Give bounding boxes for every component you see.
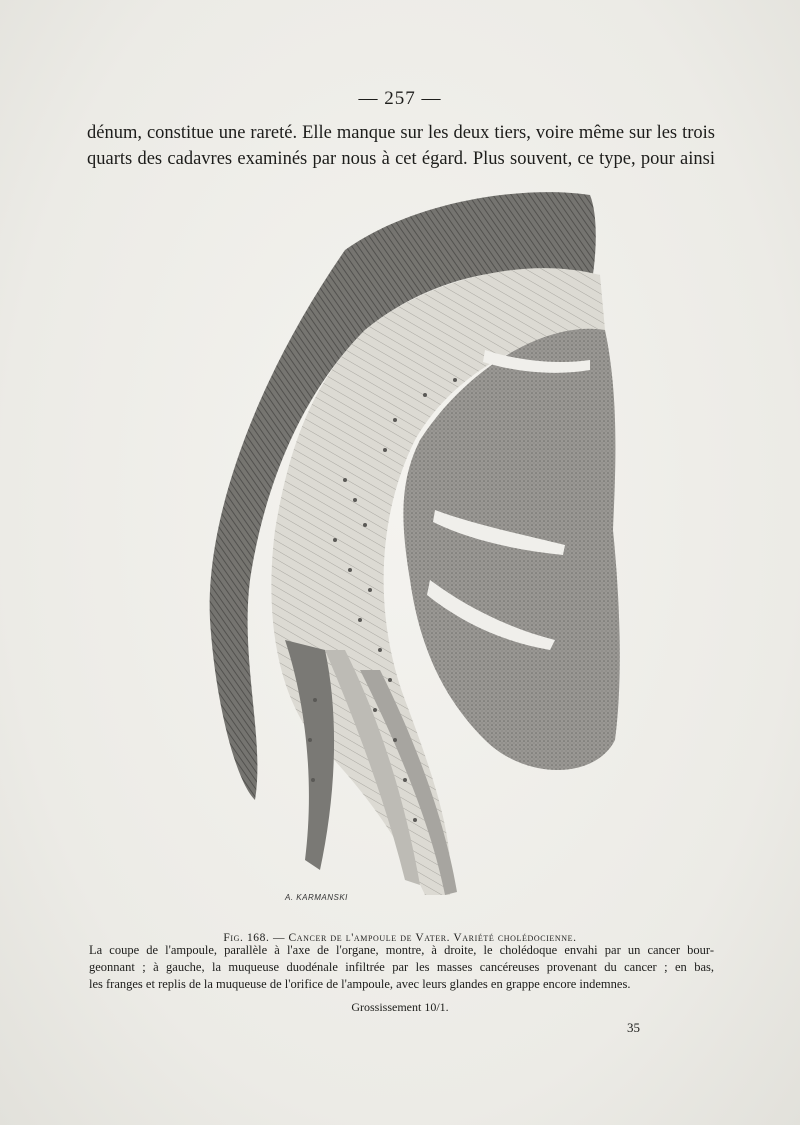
- caption-line-3: les franges et replis de la muqueuse de l'orifice de l'ampoule, avec leurs glandes en grappe encore indemnes.: [89, 977, 631, 991]
- figure-caption-text: [89, 942, 714, 993]
- ampulla-section-drawing: [195, 180, 625, 910]
- figure-caption-title: Fig. 168. — Cancer de l'ampoule de Vater. Variété cholédocienne.: [223, 932, 577, 944]
- caption-line-1: La coupe de l'ampoule, parallèle à l'axe de l'organe, montre, à droite, le cholédoque envahi par un cancer bour-: [89, 943, 714, 957]
- caption-line-2: geonnant ; à gauche, la muqueuse duodénale infiltrée par les masses cancéreuses provenant du cancer ; en bas,: [89, 960, 714, 974]
- magnification-label: Grossissement 10/1.: [351, 1000, 449, 1014]
- page-number: — 257 —: [358, 88, 442, 109]
- printer-signature-mark: 35: [627, 1020, 640, 1035]
- body-text: [87, 120, 715, 172]
- body-line-1: dénum, constitue une rareté. Elle manque sur les deux tiers, voire même sur les trois: [87, 123, 715, 143]
- engraver-signature: A. KARMANSKI: [285, 893, 348, 902]
- body-line-2: quarts des cadavres examinés par nous à cet égard. Plus souvent, ce type, pour ainsi: [87, 149, 715, 169]
- histology-illustration: [195, 180, 625, 910]
